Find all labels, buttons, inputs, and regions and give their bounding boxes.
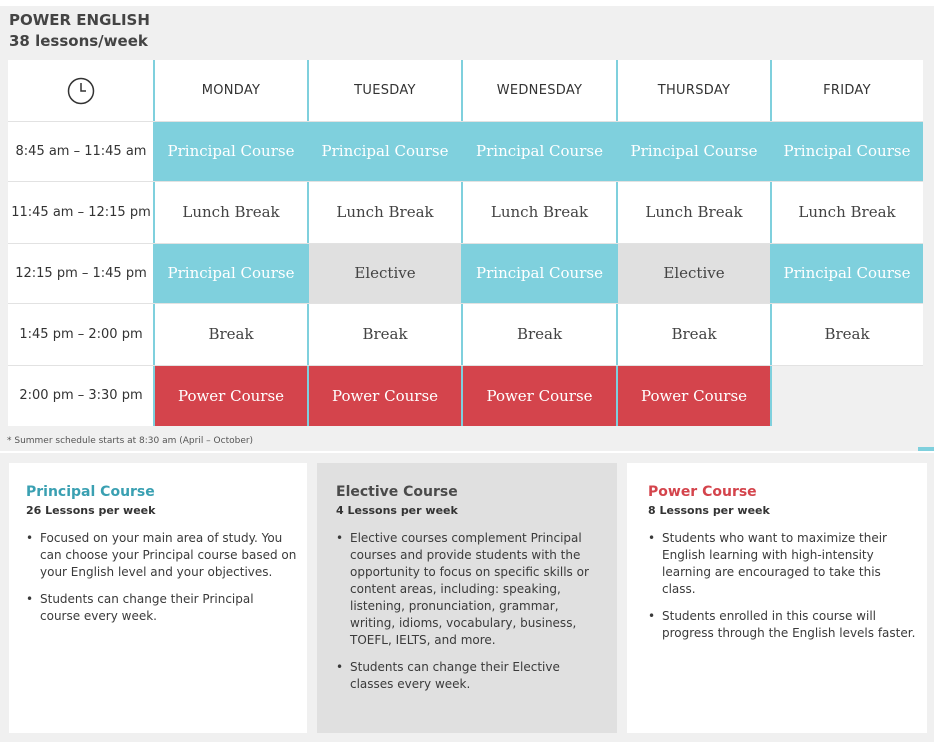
list-item bbox=[648, 608, 917, 642]
schedule-cell-friday: Lunch Break bbox=[771, 181, 923, 243]
schedule-cell-monday: Power Course bbox=[154, 365, 308, 426]
bullet-text: Students enrolled in this course will progress through the English levels faster. bbox=[662, 609, 916, 640]
time-slot-label: 11:45 am – 12:15 pm bbox=[8, 181, 154, 243]
list-item bbox=[26, 530, 297, 581]
schedule-cell-thursday: Principal Course bbox=[617, 121, 771, 181]
row-divider bbox=[8, 243, 923, 244]
day-header-wednesday: WEDNESDAY bbox=[462, 60, 617, 121]
time-slot-label: 1:45 pm – 2:00 pm bbox=[8, 303, 154, 365]
schedule-table bbox=[8, 60, 923, 426]
time-slot-label: 8:45 am – 11:45 am bbox=[8, 121, 154, 181]
day-header-friday: FRIDAY bbox=[771, 60, 923, 121]
clock-icon bbox=[67, 77, 95, 105]
day-header-thursday: THURSDAY bbox=[617, 60, 771, 121]
time-slot-label: 2:00 pm – 3:30 pm bbox=[8, 365, 154, 426]
bullet-icon: • bbox=[648, 609, 656, 623]
time-slot-label: 12:15 pm – 1:45 pm bbox=[8, 243, 154, 303]
bullet-text: Students can change their Elective classes every week. bbox=[350, 660, 560, 691]
accent-divider bbox=[918, 447, 934, 451]
day-header-monday: MONDAY bbox=[154, 60, 308, 121]
schedule-cell-thursday: Break bbox=[617, 303, 771, 365]
row-divider bbox=[8, 121, 923, 122]
row-divider bbox=[8, 303, 923, 304]
empty-slot bbox=[771, 365, 923, 426]
bullet-icon: • bbox=[26, 592, 34, 606]
schedule-cell-wednesday: Principal Course bbox=[462, 121, 617, 181]
elective-course-panel bbox=[317, 463, 617, 733]
bullet-icon: • bbox=[336, 660, 344, 674]
schedule-cell-monday: Principal Course bbox=[154, 121, 308, 181]
row-divider bbox=[8, 181, 923, 182]
schedule-cell-friday: Break bbox=[771, 303, 923, 365]
schedule-cell-tuesday: Break bbox=[308, 303, 462, 365]
schedule-cell-wednesday: Principal Course bbox=[462, 243, 617, 303]
schedule-cell-friday: Principal Course bbox=[771, 121, 923, 181]
bullet-text: Students who want to maximize their English learning with high-intensity learning are encouraged to take this class. bbox=[662, 531, 887, 596]
schedule-cell-friday: Principal Course bbox=[771, 243, 923, 303]
schedule-cell-wednesday: Lunch Break bbox=[462, 181, 617, 243]
schedule-cell-wednesday: Break bbox=[462, 303, 617, 365]
program-title: POWER ENGLISH bbox=[9, 11, 150, 29]
schedule-cell-tuesday: Power Course bbox=[308, 365, 462, 426]
bullet-icon: • bbox=[648, 531, 656, 545]
bullet-text: Elective courses complement Principal courses and provide students with the opportunity to focus on specific skills or content areas, including: speaking, listening, pronunciation, grammar, writing, idioms, vocabulary, business, TOEFL, IELTS, and more. bbox=[350, 531, 589, 647]
power-course-lessons: 8 Lessons per week bbox=[648, 504, 770, 517]
bullet-text: Focused on your main area of study. You can choose your Principal course based on your English level and your objectives. bbox=[40, 531, 297, 579]
schedule-cell-monday: Principal Course bbox=[154, 243, 308, 303]
list-item bbox=[648, 530, 917, 598]
principal-course-title: Principal Course bbox=[26, 484, 155, 500]
elective-course-title: Elective Course bbox=[336, 484, 458, 500]
schedule-cell-thursday: Elective bbox=[617, 243, 771, 303]
bullet-text: Students can change their Principal course every week. bbox=[40, 592, 254, 623]
schedule-cell-tuesday: Principal Course bbox=[308, 121, 462, 181]
time-column-header bbox=[8, 60, 154, 121]
schedule-cell-tuesday: Elective bbox=[308, 243, 462, 303]
list-item bbox=[336, 659, 607, 693]
schedule-cell-monday: Lunch Break bbox=[154, 181, 308, 243]
schedule-cell-tuesday: Lunch Break bbox=[308, 181, 462, 243]
principal-course-lessons: 26 Lessons per week bbox=[26, 504, 156, 517]
day-header-tuesday: TUESDAY bbox=[308, 60, 462, 121]
footnote: * Summer schedule starts at 8:30 am (April – October) bbox=[7, 436, 254, 446]
list-item bbox=[336, 530, 607, 649]
principal-course-panel bbox=[9, 463, 307, 733]
power-course-title: Power Course bbox=[648, 484, 757, 500]
bullet-icon: • bbox=[336, 531, 344, 545]
row-divider bbox=[8, 365, 923, 366]
power-course-panel bbox=[627, 463, 927, 733]
program-subtitle: 38 lessons/week bbox=[9, 32, 148, 50]
list-item bbox=[26, 591, 297, 625]
bullet-icon: • bbox=[26, 531, 34, 545]
elective-course-lessons: 4 Lessons per week bbox=[336, 504, 458, 517]
schedule-cell-thursday: Power Course bbox=[617, 365, 771, 426]
schedule-cell-wednesday: Power Course bbox=[462, 365, 617, 426]
schedule-cell-thursday: Lunch Break bbox=[617, 181, 771, 243]
schedule-cell-monday: Break bbox=[154, 303, 308, 365]
